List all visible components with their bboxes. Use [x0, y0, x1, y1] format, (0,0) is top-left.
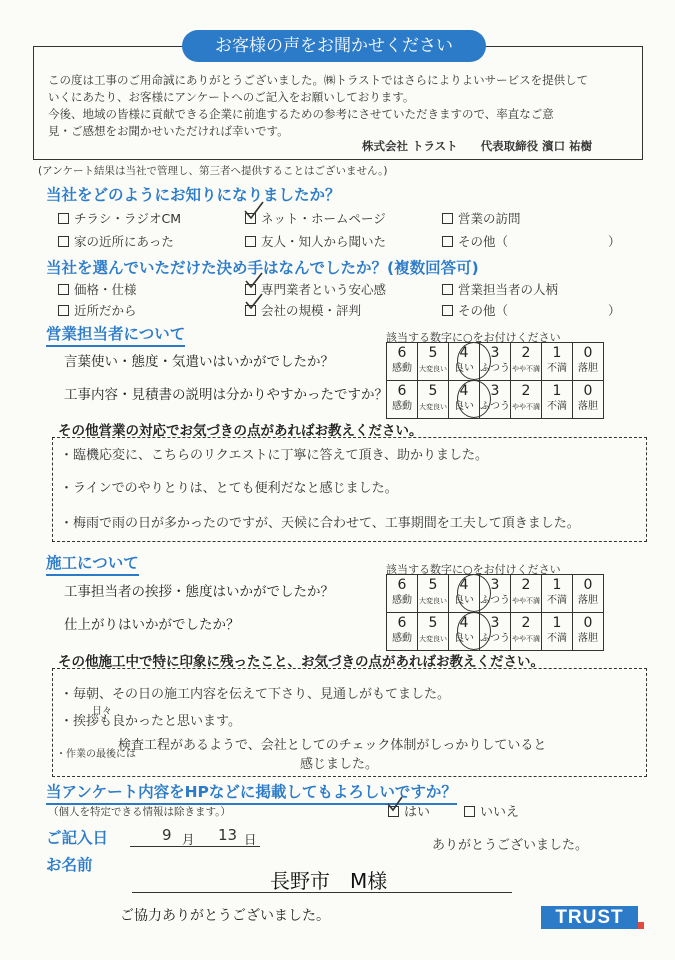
rating-row: [387, 343, 604, 381]
q2-option-1[interactable]: 専門業者という安心感: [245, 280, 386, 298]
trust-logo: TRUST: [541, 906, 638, 929]
rating-cell-3[interactable]: 3 ふつう: [480, 381, 511, 419]
thanks-handwritten: ありがとうございました。: [432, 838, 589, 853]
q2-option-3[interactable]: 近所だから: [58, 301, 137, 319]
checkbox[interactable]: [442, 213, 453, 224]
construction-question-1: 工事担当者の挨拶・態度はいかがでしたか？: [64, 584, 334, 600]
closing-text: ご協力ありがとうございました。: [120, 908, 330, 924]
publish-title: 当アンケート内容をHPなどに掲載してもよろしいですか？: [46, 780, 457, 805]
rating-cell-4[interactable]: 4 良い: [449, 343, 480, 381]
checkbox[interactable]: [58, 236, 69, 247]
rating-cell-0[interactable]: 0 落胆: [573, 381, 604, 419]
publish-note: （個人を特定できる情報は除きます。）: [48, 806, 231, 818]
q1-option-2[interactable]: 営業の訪問: [442, 209, 521, 227]
rating-cell-6[interactable]: 6 感動: [387, 381, 418, 419]
checkmark-icon: [386, 795, 404, 813]
q2-title: 当社を選んでいただけた決め手はなんでしたか？(複数回答可): [46, 259, 479, 277]
intro-line-1: この度は工事のご用命誠にありがとうございました。㈱トラストではさらによりよいサービスを提供して: [48, 73, 589, 87]
sales-title: 営業担当者について: [46, 322, 185, 347]
checkbox[interactable]: [464, 806, 475, 817]
checkbox[interactable]: [58, 213, 69, 224]
selected-rating-circle: [457, 612, 491, 650]
rating-cell-0[interactable]: 0 落胆: [573, 575, 604, 613]
construction-comment-margin: ・作業の最後には: [56, 749, 136, 760]
sales-comment-3: ・梅雨で雨の日が多かったのですが、天候に合わせて、工事期間を工夫して頂きました。: [60, 516, 580, 531]
checkbox[interactable]: [58, 305, 69, 316]
checkmark-icon: [244, 271, 264, 291]
checkbox[interactable]: [442, 236, 453, 247]
intro-line-4: 見・ご感想をお聞かせいただければ幸いです。: [48, 124, 289, 138]
construction-comment-4: 感じました。: [300, 757, 379, 772]
rating-cell-6[interactable]: 6 感動: [387, 613, 418, 651]
rating-cell-4[interactable]: 4 良い: [449, 575, 480, 613]
signature: 株式会社 トラスト 代表取締役 濱口 祐樹: [362, 139, 593, 153]
rating-cell-1[interactable]: 1 不満: [542, 575, 573, 613]
q1-option-1[interactable]: ネット・ホームページ: [245, 209, 386, 227]
rating-cell-2[interactable]: 2 やや不満: [511, 343, 542, 381]
rating-cell-3[interactable]: 3 ふつう: [480, 575, 511, 613]
sales-question-2: 工事内容・見積書の説明は分かりやすかったですか？: [64, 387, 388, 403]
q1-option-3[interactable]: 家の近所にあった: [58, 232, 174, 250]
rating-cell-4[interactable]: 4 良い: [449, 613, 480, 651]
checkbox[interactable]: [442, 284, 453, 295]
rating-cell-6[interactable]: 6 感動: [387, 343, 418, 381]
date-month-unit: 月: [182, 832, 195, 847]
construction-rating-grid: [386, 574, 604, 651]
rating-cell-5[interactable]: 5 大変良い: [418, 343, 449, 381]
name-underline: [132, 892, 512, 893]
sales-comment-2: ・ラインでのやりとりは、とても便利だなと感じました。: [60, 481, 398, 496]
rating-cell-5[interactable]: 5 大変良い: [418, 613, 449, 651]
construction-comment-insert: 日々: [92, 706, 112, 717]
intro-line-2: いくにあたり、お客様にアンケートへのご記入をお願いしております。: [48, 90, 415, 104]
date-label: ご記入日: [46, 829, 109, 847]
selected-rating-circle: [457, 342, 491, 380]
sales-rating-grid: [386, 342, 604, 419]
rating-row: [387, 613, 604, 651]
sales-comment-1: ・臨機応変に、こちらのリクエストに丁寧に答えて頂き、助かりました。: [60, 448, 488, 463]
rating-cell-2[interactable]: 2 やや不満: [511, 575, 542, 613]
intro-line-3: 今後、地域の皆様に貢献できる企業に前進するための参考にさせていただきますので、率直なご意: [48, 107, 554, 121]
rating-cell-1[interactable]: 1 不満: [542, 613, 573, 651]
date-month[interactable]: 9: [162, 826, 172, 844]
construction-question-2: 仕上がりはいかがでしたか？: [64, 617, 240, 633]
rating-cell-3[interactable]: 3 ふつう: [480, 613, 511, 651]
rating-caption: 該当する数字に○をお付けください: [386, 331, 561, 344]
checkmark-icon: [244, 292, 264, 312]
rating-cell-0[interactable]: 0 落胆: [573, 343, 604, 381]
date-day[interactable]: 13: [218, 826, 238, 844]
rating-cell-5[interactable]: 5 大変良い: [418, 381, 449, 419]
q2-option-2[interactable]: 営業担当者の人柄: [442, 280, 558, 298]
publish-no-option[interactable]: いいえ: [464, 801, 519, 820]
sales-question-1: 言葉使い・態度・気遣いはいかがでしたか？: [64, 354, 334, 370]
construction-comment-3: 検査工程があるようで、会社としてのチェック体制がしっかりしていると: [118, 738, 547, 753]
q1-option-0[interactable]: チラシ・ラジオCM: [58, 209, 181, 227]
rating-row: [387, 381, 604, 419]
rating-cell-4[interactable]: 4 良い: [449, 381, 480, 419]
q2-option-5[interactable]: その他（ ）: [442, 301, 621, 319]
page-title: お客様の声をお聞かせください: [182, 30, 486, 62]
checkbox[interactable]: [58, 284, 69, 295]
date-day-unit: 日: [244, 832, 257, 847]
selected-rating-circle: [457, 574, 491, 612]
name-value[interactable]: 長野市 M様: [270, 869, 388, 893]
checkbox[interactable]: [245, 236, 256, 247]
name-label: お名前: [46, 856, 93, 874]
selected-rating-circle: [457, 380, 491, 418]
rating-cell-0[interactable]: 0 落胆: [573, 613, 604, 651]
publish-yes-option[interactable]: はい: [388, 801, 430, 820]
construction-title: 施工について: [46, 551, 139, 576]
rating-cell-2[interactable]: 2 やや不満: [511, 381, 542, 419]
rating-cell-3[interactable]: 3 ふつう: [480, 343, 511, 381]
q1-title: 当社をどのようにお知りになりましたか？: [46, 186, 341, 204]
q2-option-4[interactable]: 会社の規模・評判: [245, 301, 361, 319]
rating-cell-5[interactable]: 5 大変良い: [418, 575, 449, 613]
construction-comment-prompt: その他施工中で特に印象に残ったこと、お気づきの点があればお教えください。: [58, 654, 544, 670]
rating-caption: 該当する数字に○をお付けください: [386, 563, 561, 576]
rating-cell-6[interactable]: 6 感動: [387, 575, 418, 613]
sales-comment-prompt: その他営業の対応でお気づきの点があればお教えください。: [58, 423, 423, 439]
rating-cell-2[interactable]: 2 やや不満: [511, 613, 542, 651]
q2-option-0[interactable]: 価格・仕様: [58, 280, 137, 298]
checkbox[interactable]: [442, 305, 453, 316]
checkmark-icon: [243, 200, 265, 222]
rating-cell-1[interactable]: 1 不満: [542, 381, 573, 419]
date-underline: [130, 846, 260, 847]
rating-cell-1[interactable]: 1 不満: [542, 343, 573, 381]
q1-option-4[interactable]: 友人・知人から聞いた: [245, 232, 386, 250]
construction-comment-1: ・毎朝、その日の施工内容を伝えて下さり、見通しがもてました。: [60, 687, 451, 702]
q1-option-5[interactable]: その他（ ）: [442, 232, 621, 250]
rating-row: [387, 575, 604, 613]
privacy-note: (アンケート結果は当社で管理し、第三者へ提供することはございません。): [38, 165, 388, 177]
construction-comment-2: ・挨拶も良かったと思います。: [60, 714, 241, 729]
